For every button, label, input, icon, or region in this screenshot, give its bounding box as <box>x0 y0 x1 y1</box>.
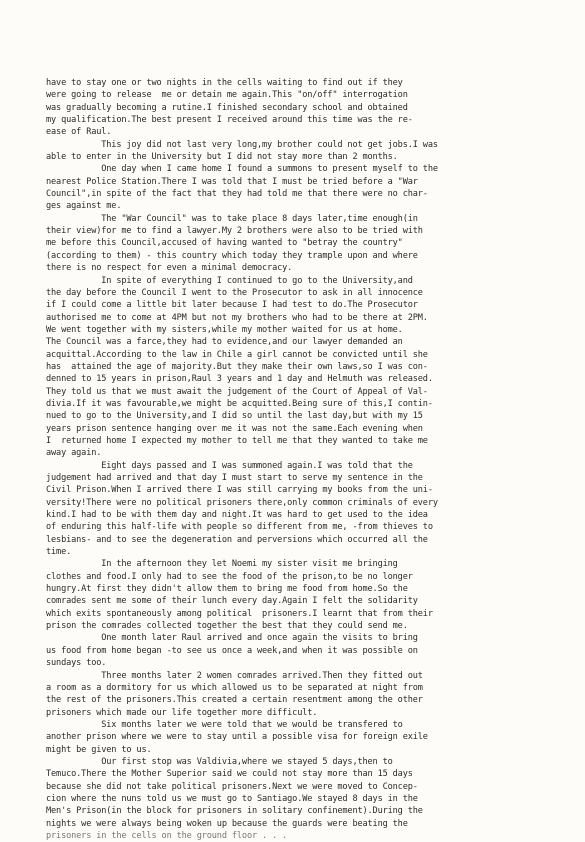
text-line: us food from home began -to see us once a week,and when it was possible on <box>46 645 418 656</box>
text-line: Six months later we were told that we would be transfered to <box>46 719 403 730</box>
text-line: Three months later 2 women comrades arrived.Then they fitted out <box>46 670 423 681</box>
text-line: judgement had arrived and that day I must start to serve my sentence in the <box>46 473 423 483</box>
text-line: if I could come a little bit later because I had test to do.The Prosecutor <box>46 300 418 311</box>
text-line: The Council was a farce,they had to evidence,and our lawyer demanded an <box>46 337 403 348</box>
text-line: versity!There were no political prisoners there,only common criminals of every <box>46 497 438 508</box>
text-line: Men's Prison(in the block for prisoners in solitary confinement).During the <box>46 806 423 817</box>
typed-text-body <box>46 77 566 842</box>
text-line: there is no respect for even a minimal democracy. <box>46 263 293 274</box>
text-line: Temuco.There the Mother Superior said we could not stay more than 15 days <box>46 769 413 780</box>
text-line: divia.If it was favourable,we might be acquitted.Being sure of this,I contin- <box>46 398 433 409</box>
text-line: prisoners which made our life together more difficult. <box>46 707 318 718</box>
text-line: me before this Council,accused of having wanted to "betray the country" <box>46 238 403 249</box>
text-line: hungry.At first they didn't allow them to bring me food from home.So the <box>46 584 408 595</box>
text-line: We went together with my sisters,while my mother waited for us at home. <box>46 324 403 335</box>
text-line: Eight days passed and I was summoned again.I was told that the <box>46 460 413 471</box>
text-line: comrades sent me some of their lunch every day.Again I felt the solidarity <box>46 596 418 607</box>
text-line: time. <box>46 547 72 558</box>
text-line: might be given to us. <box>46 744 152 755</box>
text-line: kind.I had to be with them day and night.It was hard to get used to the idea <box>46 510 428 521</box>
text-line: nights we were always being woken up because the guards were beating the <box>46 818 408 829</box>
text-line: able to enter in the University but I did not stay more than 2 months. <box>46 152 398 163</box>
text-line: They told us that we must await the judgement of the Court of Appeal of Val- <box>46 386 428 397</box>
text-line: the rest of the prisoners.This created a certain resentment among the other <box>46 695 423 706</box>
text-line: the day before the Council I went to the Prosecutor to ask in all innocence <box>46 287 423 298</box>
text-line: prison the comrades collected together the best that they could send me. <box>46 621 408 632</box>
text-line: were going to release me or detain me again.This "on/off" interrogation <box>46 90 408 101</box>
text-line: In the afternoon they let Noemi my sister visit me bringing <box>46 559 398 570</box>
text-line: Council",in spite of the fact that they had told me that there were no char- <box>46 189 428 200</box>
text-line: Our first stop was Valdivia,where we stayed 5 days,then to <box>46 756 393 767</box>
text-line: has attained the age of majority.But they make their own laws,so I was con- <box>46 361 428 372</box>
text-line: their view)for me to find a lawyer.My 2 brothers were also to be tried with <box>46 226 423 237</box>
text-line: cion where the nuns told us we must go to Santiago.We stayed 8 days in the <box>46 793 418 804</box>
text-line: I returned home I expected my mother to tell me that they wanted to take me <box>46 435 428 446</box>
text-line: ges against me. <box>46 201 122 212</box>
text-line: was gradually becoming a rutine.I finished secondary school and obtained <box>46 102 408 113</box>
text-line: ease of Raul. <box>46 127 112 138</box>
text-line: years prison sentence hanging over me it was not the same.Each evening when <box>46 423 423 434</box>
text-line: which exits spontaneously among political prisoners.I learnt that from their <box>46 608 433 619</box>
text-line: away again. <box>46 448 102 459</box>
text-line: nearest Police Station.There I was told that I must be tried before a "War <box>46 176 418 187</box>
text-line: In spite of everything I continued to go to the University,and <box>46 275 413 286</box>
text-line: of enduring this half-life with people so different from me, -from thieves to <box>46 522 433 533</box>
text-line: clothes and food.I only had to see the food of the prison,to be no longer <box>46 571 413 582</box>
text-line: another prison where we were to stay until a possible visa for foreign exile <box>46 732 428 743</box>
text-line: have to stay one or two nights in the cells waiting to find out if they <box>46 78 403 88</box>
text-line: authorised me to come at 4PM but not my brothers who had to be there at 2PM. <box>46 312 428 323</box>
text-line: my qualification.The best present I received around this time was the re- <box>46 115 413 126</box>
text-line: Civil Prison.When I arrived there I was still carrying my books from the uni- <box>46 485 433 496</box>
text-line: sundays too. <box>46 658 107 669</box>
text-line: denned to 15 years in prison,Raul 3 years and 1 day and Helmuth was released. <box>46 374 433 385</box>
text-line: One month later Raul arrived and once again the visits to bring <box>46 633 418 644</box>
text-line: (according to them) - this country which today they trample upon and where <box>46 250 418 261</box>
text-line: lesbians- and to see the degeneration and perversions which occurred all the <box>46 534 428 545</box>
text-line: acquittal.According to the law in Chile a girl cannot be convicted until she <box>46 349 428 360</box>
text-line: This joy did not last very long,my brother could not get jobs.I was <box>46 139 438 150</box>
text-line: a room as a dormitory for us which allowed us to be separated at night from <box>46 682 423 693</box>
text-line: because she did not take political prisoners.Next we were moved to Concep- <box>46 781 418 792</box>
text-line: The "War Council" was to take place 8 days later,time enough(in <box>46 213 418 224</box>
text-line: prisoners in the cells on the ground floor . . . <box>46 830 288 841</box>
text-line: One day when I came home I found a summons to present myself to the <box>46 164 438 175</box>
text-line: nued to go to the University,and I did so until the last day,but with my 15 <box>46 411 423 422</box>
